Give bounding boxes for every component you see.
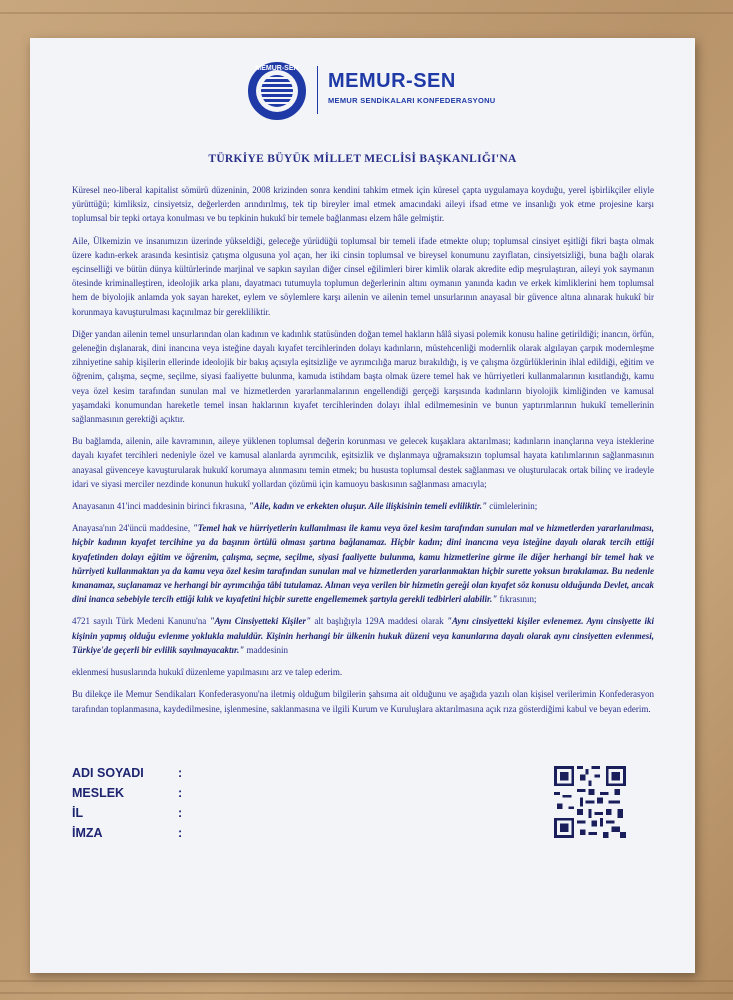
paragraph-9: Bu dilekçe ile Memur Sendikaları Konfederasyonu'na iletmiş olduğum bilgilerin şahsıma ait olduğunu ve aşağıda yazılı olan kişisel verilerimin Konfederasyon tarafından toplanmasına, kaydedilmesine, işlenmesine, saklanmasına ve ilgili Kurum ve Kuruluşlara aktarılmasına açık rıza gösterdiğimi kabul ve beyan ederim. [72, 689, 654, 714]
form-label: ADI SOYADI [72, 766, 144, 780]
form-row-city [72, 806, 272, 826]
p5-text: Anayasanın 41'inci maddesinin birinci fıkrasına, [72, 501, 249, 512]
petition-body [72, 183, 654, 724]
paragraph-4: Bu bağlamda, ailenin, aile kavramının, aileye yüklenen toplumsal değerin korunması ve gelecek kuşaklara aktarılması; kadınların inançlarına veya isteklerine dayalı kıyafet tercihleri nedeniyle özel ve kamusal alanlarda ayrımcılık, eşitsizlik ve dışlanmaya uğramaksızın toplumsal hayata katılımlarının sağlanmasının anayasal güvenceye kavuşturularak hukukî korumaya alınmasını temin etmek; bu hususta toplumsal destek sağlanması ve oluşturulacak ortak bilinç ve iradeyle idari ve siyasi merciler nezdinde konunun hukukî yollardan çözümü için kamuoyu baskısının sağlanması amacıyla; [72, 436, 654, 489]
p7-tail: maddesinin [244, 644, 288, 655]
article-129a-quote: "Aynı cinsiyetteki kişiler evlenemez. Aynı cinsiyette iki kişinin yapmış olduğu evlenme yoklukla maluldür. Kişinin herhangi bir ülkenin hukuk düzeni veya kanunlarına dayalı olarak aynı cinsiyetten evlenmesi, Türkiye'de geçerli bir evlilik sayılmayacaktır." [72, 616, 654, 655]
paragraph-2: Aile, Ülkemizin ve insanımızın üzerinde yükseldiği, geleceğe yürüdüğü toplumsal bir temeli ifade etmekte olup; toplumsal cinsiyet eşitliği fikri başta olmak üzere kadın-erkek arasında kesintisiz çatışma olgusuna yol açan, her iki cinsin toplumsal ve bireysel konumunu zayıflatan, cinsiyetsizliği, buna bağlı olarak eşcinselliği ve bütün dünya kültürlerinde marjinal ve sapkın sayılan diğer cinsel eğilimleri birer kimlik olarak akredite edip meşrulaştıran, aileyi yok saymanın ötesinde kriminalleştiren, ideolojik arka planı, dayatmacı tutumuyla toplumun değerlerinin altını oymanın yanında kadın ve erkek kimliklerini hem toplumsal hem de biyolojik anlamda yok sayan hareket, eylem ve söylemlere karşı ailenin ve ailenin temel unsurlarının anayasal bir güvence altına alınarak hukukî bir korunmaya kavuşturulması kaçınılmaz bir gerekliliktir. [72, 235, 654, 317]
form-colon: : [178, 826, 183, 840]
form-colon: : [178, 806, 183, 820]
paragraph-5 [72, 499, 654, 513]
form-label: İMZA [72, 826, 103, 840]
form-colon: : [178, 766, 183, 780]
paragraph-3: Diğer yandan ailenin temel unsurlarından olan kadının ve kadınlık statüsünden doğan temel hakların hâlâ siyasi polemik konusu haline getirildiği; inancın, örfün, geleneğin dışlanarak, dini inancına veya isteğine dayalı kıyafet tercihlerinden dolayı kadınların, müstehcenliği modernlik olarak algılayan çarpık modernleşme zihniyetine sahip kişilerin ellerinde ideolojik bir bakış açısıyla eşitsizliğe ve ayrımcılığa maruz bırakıldığı, iş ve çalışma özgürlüklerinin ihlal edildiği, eğitim ve öğrenim, çalışma, seçme, seçilme, siyasi faaliyette bulunma, kamuda istihdam başta olmak üzere temel hak ve hürriyetleri kullanmalarının kısıtlandığı, kamu veya özel kesim tarafından sunulan mal ve hizmetlerden yararlanmalarının engellendiği gerçeği karşısında kadınların biyolojik kimliğinden ve kamusal yaşamdaki konumundan hareketle temel insan haklarının kıyafet tercihlerinden dolayı ihlal edilmemesinin ve bunun yaptırımlarının hukukî temellerinin sağlanmasının gerektiği açıktır. [72, 328, 654, 425]
logo-text: MEMUR-SEN [255, 65, 299, 72]
letterhead [248, 62, 508, 122]
form-colon: : [178, 786, 183, 800]
org-name: MEMUR-SEN [328, 70, 456, 92]
petition-title: TÜRKİYE BÜYÜK MİLLET MECLİSİ BAŞKANLIĞI'NA [208, 153, 517, 165]
article-24-quote: "Temel hak ve hürriyetlerin kullanılması ile kamu veya özel kesim tarafından sunulan mal ve hizmetlerden yararlanılması, hiçbir kadının kıyafet tercihine ya da başının örtülü olması şartına bağlanamaz. Hiçbir kadın; dini inancına veya isteğine dayalı olarak tercih ettiği kıyafetinden dolayı eğitim ve öğrenim, çalışma, seçme, seçilme, siyasi faaliyette bulunma, kamu hizmetlerine girme ile diğer herhangi bir temel hak ve hürriyeti kullanmaktan ya da kamu veya özel kesim tarafından sunulan mal ve hizmetlerden yararlanmaktan hiçbir surette yoksun bırakılamaz. Bu nedenle kınanamaz, suçlanamaz ve herhangi bir ayrımcılığa tâbi tutulamaz. Alınan veya verilen bir hizmetin gereği olan kıyafet söz konusu olduğunda Devlet, ancak dini inanca sebebiyle tercih ettiği kılık ve kıyafetini hiçbir surette engellememek şartıyla gerekli tedbirleri alabilir." [72, 523, 654, 605]
header-divider [317, 66, 318, 114]
qr-code-icon [554, 766, 626, 838]
org-subtitle: MEMUR SENDİKALARI KONFEDERASYONU [328, 96, 496, 105]
form-row-name [72, 766, 272, 786]
paragraph-8: eklenmesi hususlarında hukukî düzenleme yapılmasını arz ve talep ederim. [72, 667, 343, 678]
paragraph-7 [72, 614, 654, 657]
form-label: MESLEK [72, 786, 125, 800]
p6-text: Anayasa'nın 24'üncü maddesine, [72, 523, 193, 534]
form-label: İL [72, 806, 84, 820]
memur-sen-logo-icon [248, 62, 306, 120]
paragraph-1: Küresel neo-liberal kapitalist sömürü düzeninin, 2008 krizinden sonra kendini tahkim etmek için küresel çapta uygulamaya koyduğu, yerel işbirlikçiler eliyle yürüttüğü; kimliksiz, cinsiyetsiz, değerlerden arındırılmış, tek tip bireyler imal etmek amacındaki aileyi ifsad etme ve insanlığı yok etme projesine karşı toplumsal bir tepki ortaya konulması ve bu tepkinin hukukî bir temele bağlanması elzem hâle gelmiştir. [72, 185, 654, 224]
p6-tail: fıkrasının; [497, 594, 537, 605]
p5-tail: cümlelerinin; [487, 501, 538, 512]
p7-mid: alt başlığıyla 129A maddesi olarak [311, 616, 447, 627]
p7-text: 4721 sayılı Türk Medeni Kanunu'na [72, 616, 210, 627]
article-41-quote: "Aile, kadın ve erkekten oluşur. Aile ilişkisinin temeli evliliktir." [248, 501, 487, 512]
signature-form [72, 766, 272, 846]
subheading-quote: "Aynı Cinsiyetteki Kişiler" [209, 616, 312, 627]
form-row-profession [72, 786, 272, 806]
form-row-signature [72, 826, 272, 846]
paragraph-6 [72, 521, 654, 606]
petition-sheet [30, 38, 695, 973]
